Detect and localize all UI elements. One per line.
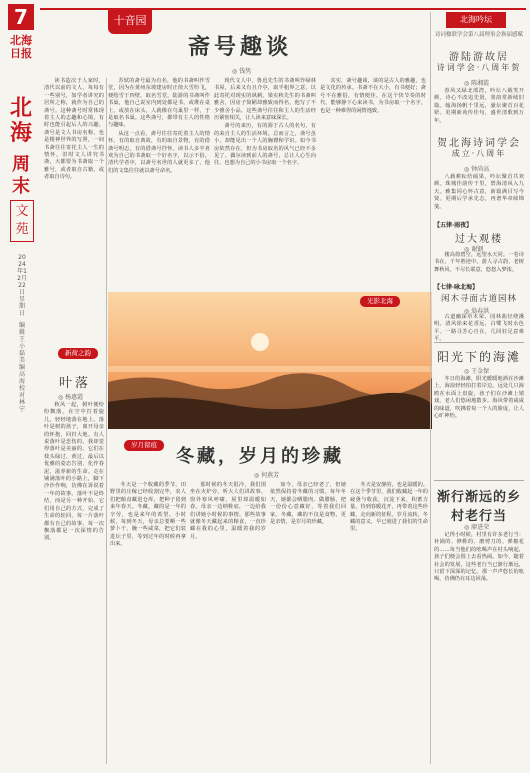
leaf-essay-body: 秋风一起，树叶便纷纷飘落，在空中打着旋儿，轻轻地落在地上。落叶是树的孩子，离开母亲的怀抱，回归大地。有人说落叶是悲伤的，我却觉得落叶是美丽的。它们在枝头绿过、黄过，最后以优雅的姿态告别，化作春泥，滋养新的生命。走在铺满落叶的小路上，脚下沙沙作响，仿佛在诉说着一年的故事。落叶不是终结，而是另一种开始。它们用自己的方式，完成了生命的轮回。每一片落叶都有自己的故事，每一次飘落都是一次深情的告别。 [44, 402, 104, 542]
side-divider [434, 480, 524, 481]
poem-1-title: 游陆游故居 [449, 52, 509, 63]
poem-3-title: 过大观楼 [455, 234, 503, 245]
poem-2-author: ◎ 钟尚高 [464, 166, 490, 173]
main-article-column-2: 苏轼的斋号最为有名，他的书斋叫作雪堂，因为在黄州东坡建房时正值大雪纷飞，便绘雪于四壁，取名雪堂。陆游的书斋叫作书巢，他自己说室内到处都是书，或堆在桌上，或放在床头，人就像在鸟巢里一样，于是取名书巢。这些斋号，都带有主人的性格与趣味。 从这一点看，斋号往往寄托着主人的情怀。有的取自典故，有的取自景物，有的借斋号明志，有的借斋号抒怀。读书人多半喜欢为自己的书斋取一个好名字，以示不俗。清代学者中，以斋号名世的人就更多了，他们的文集往往就以斋号命名。 [108, 78, 210, 174]
bottom-article-column-4: 冬天是安静的，也是温暖的。在这个季节里，我们收藏起一年的疲惫与收获，沉淀下来，积蓄力量。待到春暖花开，再带着这些珍藏，走向新的征程。岁月流转，冬藏的意义，早已刻进了我们的生命里。 [350, 482, 428, 533]
poem-3-label: 【五律·雨夜】 [434, 222, 473, 229]
poem-4-author: ◎ 翁春洪 [464, 308, 490, 315]
poem-4-label: 【七律·咏北海】 [434, 284, 479, 291]
photo-section-tag: 光影北海 [360, 296, 400, 307]
bottom-article-column-3: 如今，母亲已经老了，但她依然保持着冬藏的习惯。每年冬天，她都会晒腊肉、做腊肠，把一份份心意藏好，等着我们回家。冬藏，藏的不仅是食物，更是亲情，是岁月的珍藏。 [270, 482, 346, 526]
leaf-section-tag: 新荷之韵 [58, 348, 98, 359]
poem-2-subtitle: 成立·八周年 [451, 149, 507, 158]
column-logo: 十音园 [108, 8, 152, 34]
poem-1-body: 春风又绿北部湾，吟坛八载笑开颜。诗心不改追先贤，墨韵常新续旧篇。翰海扬帆千里远，骚坛聚首百花妍。更期新苑传佳句，盛世清歌到万年。 [434, 88, 524, 124]
poem-1-author: ◎ 陈湘霞 [464, 80, 490, 87]
bottom-article-author: ◎ 何燕芳 [254, 472, 280, 479]
bottom-article-column-1: 冬天是一个收藏的季节。田野里的庄稼已经收割完毕，农人们把粮食藏进仓库，把种子留到来年春天。冬藏，藏的是一年的辛劳，也是来年的希望。小时候，每到冬天，母亲总要晒一些萝卜干、腌一些咸菜，把它们装进坛子里，等到过年的时候再拿出来。 [110, 482, 186, 548]
side-column [432, 8, 526, 769]
main-article-column-4: 其实，斋号趣谈，谈的是古人的雅趣，也是文化的传承。书斋不在大小，有书便好；斋号不在雅俗，有情便佳。在这个快节奏的时代，能够静下心来读书，为书房取一个名字，也是一种难得的闲情逸致。 [320, 78, 426, 114]
side-subtitle: 诗词楹联学会第八届理事会换届感赋 [434, 32, 523, 38]
column-divider [430, 12, 431, 764]
issue-date: 2024年12月22日 星期日 [17, 254, 27, 317]
essay-1-title: 阳光下的海滩 [436, 350, 521, 364]
bottom-article-column-2: 那时候的冬天很冷，我们围坐在火炉旁，听大人们讲故事。窗外寒风呼啸，屋里却温暖如春。母亲一边纳鞋底，一边给我们讲她小时候的事情。那些故事就像冬天藏起来的粮食，一直珍藏在我的心里，温暖着我的岁月。 [190, 482, 266, 540]
main-article-column-1: 读书造次于人家时，清代以前的文人，每每有一些别号，如学者讲究的居所之称，就作为自己的斋号。这种斋号时常体现着主人的志趣和心境，有时也能引起后人的兴趣。斋号是文人书房名称，也是精神世界的写照，一间书斋往往寄托主人一生的情怀。旧时文人讲究书斋，大都要为书斋取一个雅号，或者取自古籍，或者取自诗句。 [44, 78, 104, 181]
page-number: 7 [8, 4, 34, 30]
essay-2-title: 渐行渐远的乡村老行当 [436, 490, 521, 524]
poem-2-title: 贺北海诗词学会 [437, 138, 521, 149]
paper-name: 北海日报 [10, 34, 32, 60]
sunset-photo-image [108, 292, 432, 429]
bottom-section-tag: 岁月留痕 [124, 440, 164, 451]
section-label: 文苑 [10, 200, 34, 242]
poem-1-subtitle: 诗词学会·八周年贺 [436, 63, 522, 72]
leaf-essay-title: 叶落 [58, 376, 91, 391]
sunset-photo [108, 292, 432, 429]
poem-2-body: 八载耕耘结硕果，吟坛聚首共欢颜。珠城佳韵传千里，碧海清风入九天。雅集同心怀古意，新篇满目写今贤。更期后学承先志，再谱华章续锦笺。 [434, 174, 524, 210]
weekly-label: 周末 [12, 154, 30, 197]
leaf-essay-author: ◎ 杨惠霞 [58, 394, 84, 401]
main-article-author: ◎ 钱隽 [232, 68, 252, 75]
essay-1-author: ◎ 王金保 [464, 368, 490, 375]
poem-4-title: 闲木寻面古道园林 [440, 294, 517, 304]
main-article-column-3: 现代文人中，鲁迅先生的书斋叫作绿林书屋，后来又有且介亭，取半租界之意，以此寄托对现实的讽刺。梁实秋先生的书斋叫雅舍，因房子简陋却雅致而得名，他写了不少雅舍小品。这些斋号往往和主人的生活经历紧密相关，让人读来意味深长。 斋号的来历，有的源于古人的名句，有的来自主人的生活环境。总而言之，斋号虽小，却能见出一个人的胸襟和学识。如今书房依然存在，但为书房取名的风气已经不多见了。偶尔读到前人的斋号，总让人心生向往，也想为自己的小书房取一个名字。 [214, 78, 316, 167]
column-divider [106, 78, 107, 764]
poem-4-body: 古道幽深草木荣，园林曲径绕溪明。清风徐来花香远，白鹭飞时水色平。一路寻芳心自在，几回驻足意难平。 [434, 314, 524, 343]
side-section-tag: 北海吟坛 [446, 12, 506, 28]
masthead [4, 4, 38, 769]
poem-3-author: ◎ 谢钢 [464, 246, 484, 253]
bottom-article-title: 冬藏，岁月的珍藏 [176, 446, 344, 467]
poem-3-body: 楼高倚碧空，远望水天同。一卷诗书在，千年胜迹中。游人寻古韵，老树舞秋风。不尽长联意，悠悠入梦浓。 [434, 252, 524, 273]
essay-1-body: 冬日的海滩，阳光暖暖地洒在沙滩上，海浪轻轻拍打着岸边。远处几只海鸥在水面上盘旋，孩子们在沙滩上嬉戏，老人们悠闲地散步。海风带着咸咸的味道，吹拂着每一个人的脸庞，让人心旷神怡。 [434, 376, 524, 420]
editor-credits: 编辑 王小磊 美编 高海 校对 林宁 [18, 322, 25, 413]
city-name: 北海 [9, 95, 32, 146]
essay-2-body: 记得小时候，村里有许多老行当：补锅的、修鞋的、磨剪刀的、弹棉花的……每当他们的吆喝声在村头响起，孩子们便会围上去看热闹。如今，随着社会的发展，这些老行当已渐行渐远，只留下深深的记忆。那一声声悠长的吆喝，仿佛仍在耳边回荡。 [434, 532, 524, 583]
main-article-title: 斋号趣谈 [187, 34, 292, 60]
side-divider [434, 342, 524, 343]
essay-2-author: ◎ 廖进荣 [464, 524, 490, 531]
